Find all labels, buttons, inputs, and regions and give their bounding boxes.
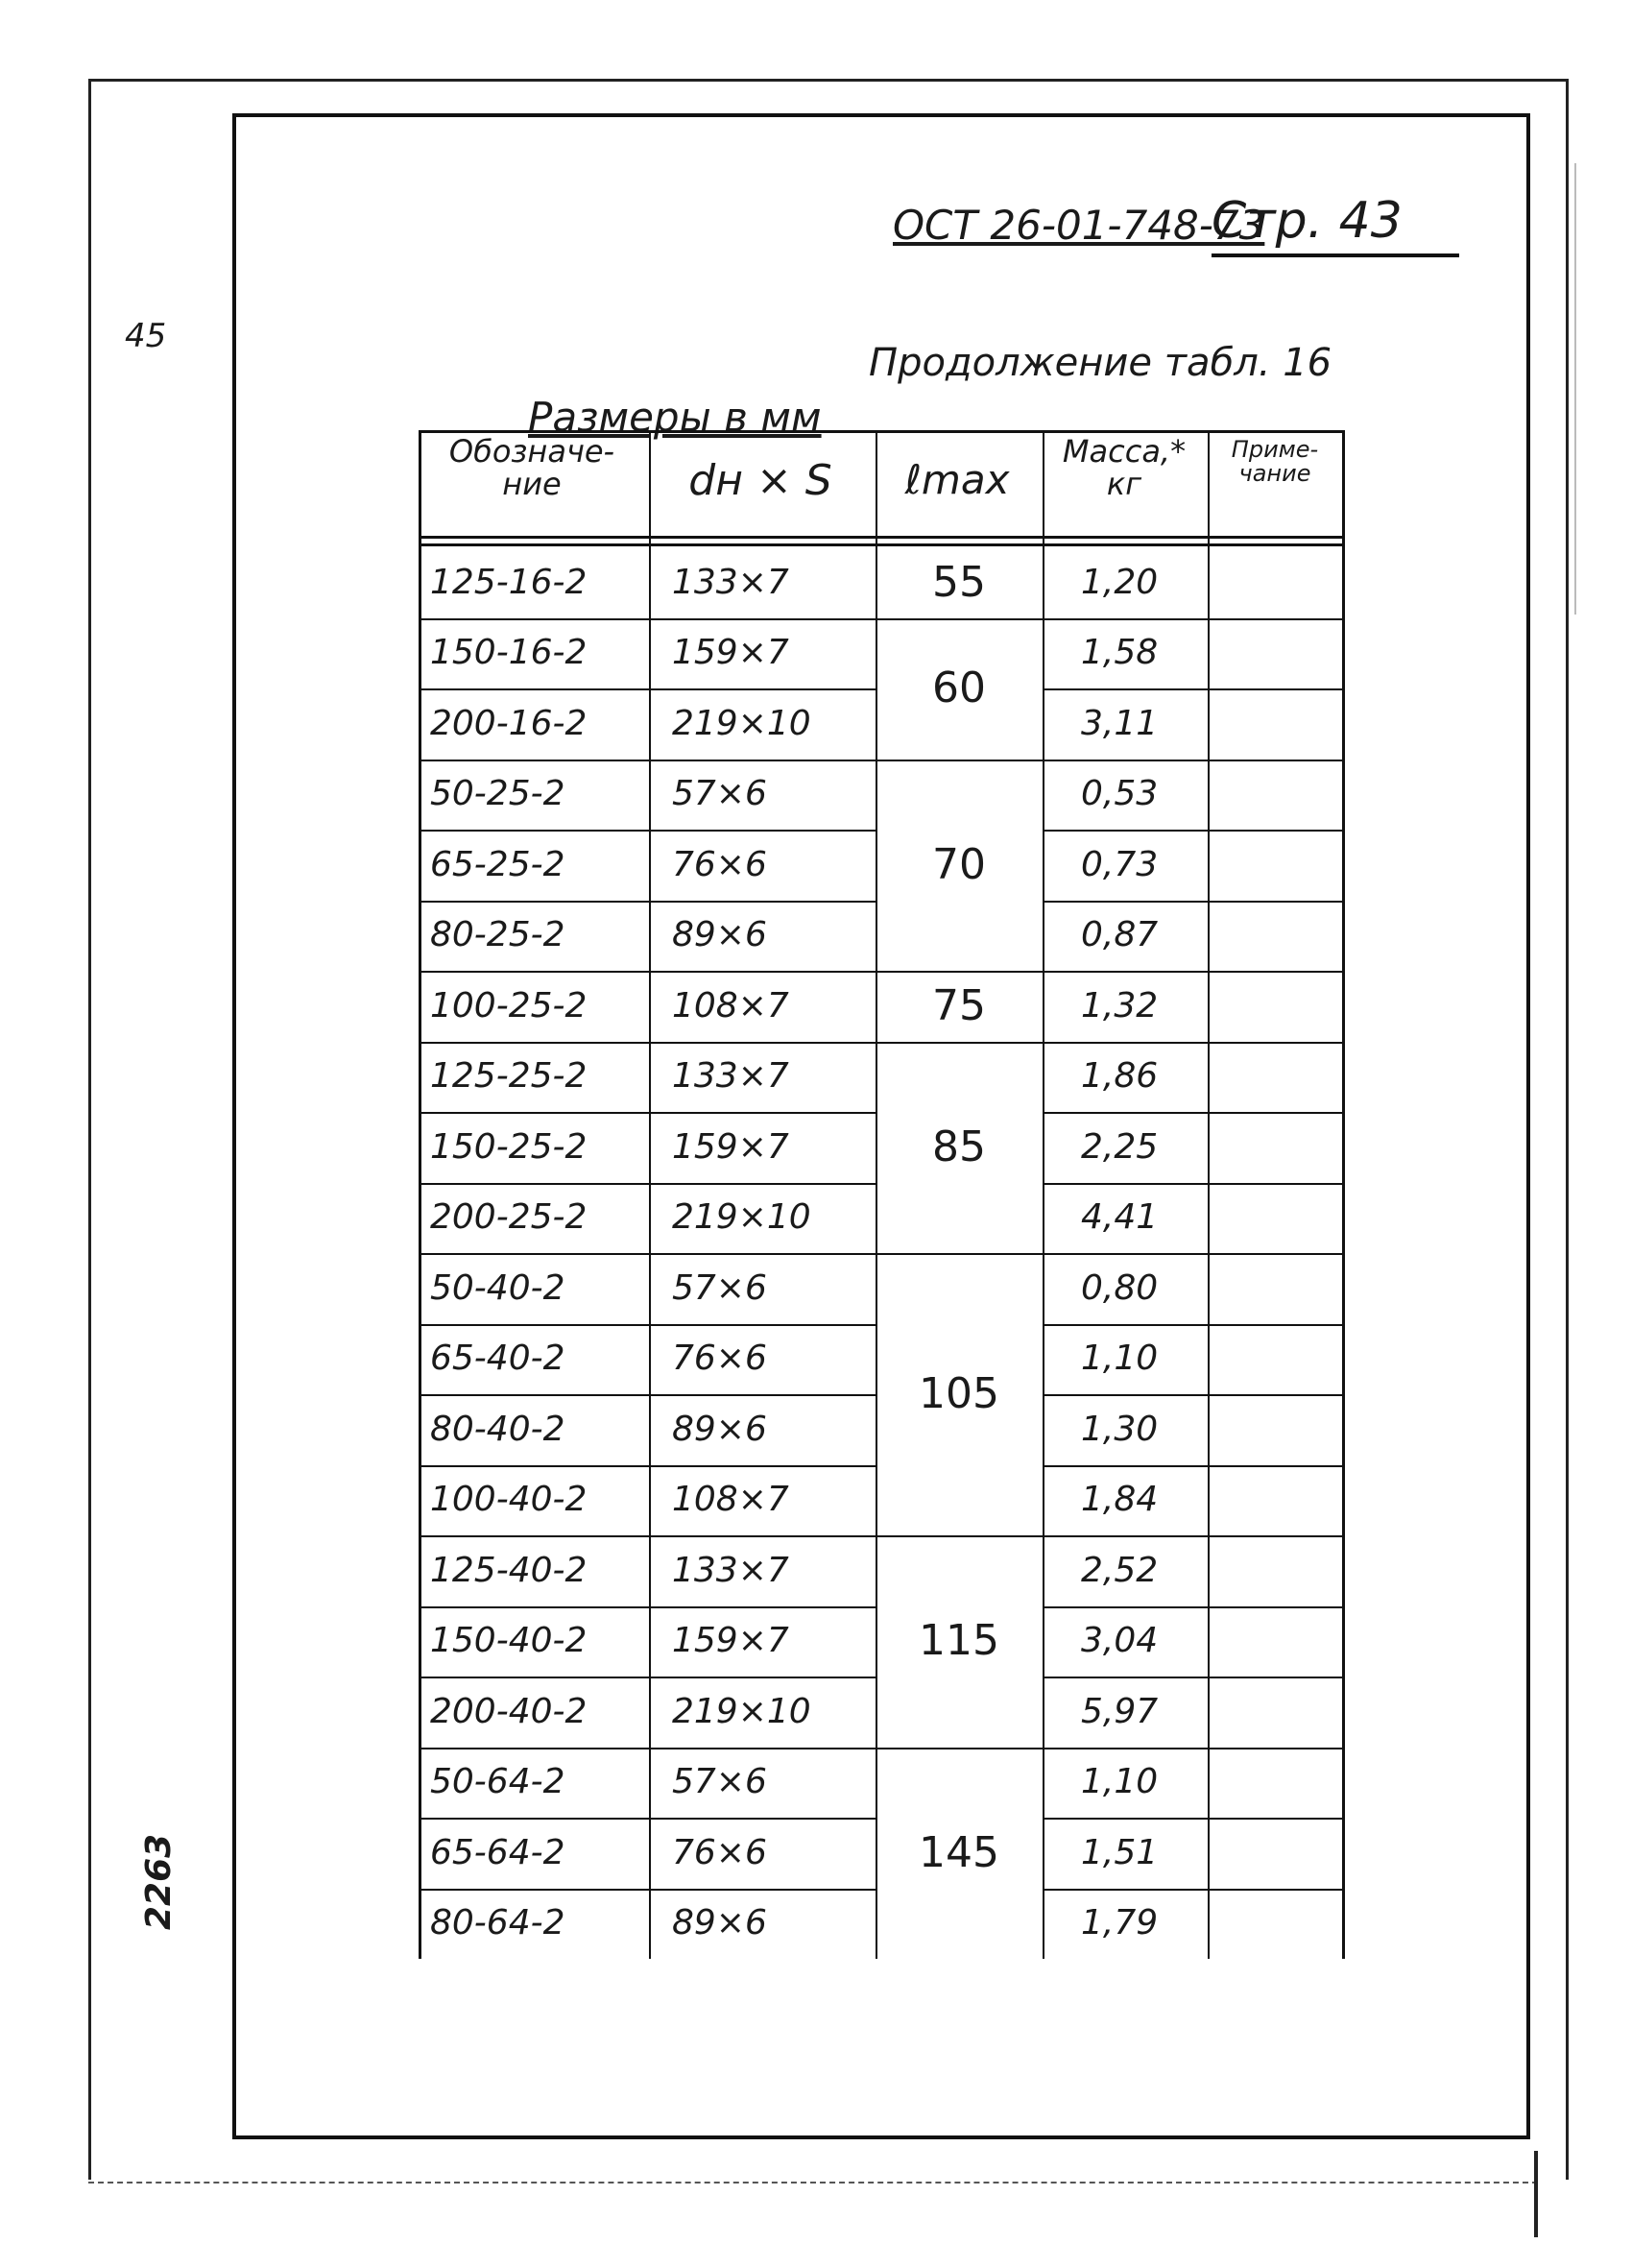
column-divider (419, 430, 421, 1959)
cell-mass: 2,52 (1081, 1550, 1159, 1590)
cell-mass: 2,25 (1081, 1126, 1159, 1167)
cell-mass: 1,10 (1081, 1762, 1159, 1802)
cell-designation: 125-25-2 (430, 1056, 588, 1097)
cell-designation: 150-25-2 (430, 1126, 588, 1167)
cell-designation: 200-25-2 (430, 1197, 588, 1238)
margin-archive-number: 2263 (139, 1833, 179, 1930)
scan-edge-mark (1574, 163, 1576, 615)
cell-dn-s: 57×6 (672, 774, 767, 814)
cell-lmax: 75 (932, 980, 986, 1030)
cell-designation: 65-25-2 (430, 844, 565, 884)
cell-designation: 150-16-2 (430, 633, 588, 673)
cell-mass: 1,84 (1081, 1480, 1159, 1520)
corner-mark (1534, 2151, 1538, 2237)
cell-designation: 50-64-2 (430, 1762, 565, 1802)
cell-mass: 1,86 (1081, 1056, 1159, 1097)
cell-lmax: 85 (932, 1122, 986, 1171)
cell-lmax: 55 (932, 557, 986, 607)
cell-mass: 1,10 (1081, 1339, 1159, 1379)
cell-designation: 125-40-2 (430, 1550, 588, 1590)
header-dn-s: dн × S (688, 456, 832, 505)
cell-dn-s: 89×6 (672, 915, 767, 955)
cell-mass: 1,58 (1081, 633, 1159, 673)
cell-mass: 4,41 (1081, 1197, 1159, 1238)
cell-dn-s: 159×7 (672, 633, 789, 673)
cell-mass: 0,80 (1081, 1267, 1159, 1308)
cell-mass: 1,30 (1081, 1409, 1159, 1449)
cell-designation: 80-25-2 (430, 915, 565, 955)
bottom-edge-rule (88, 2182, 1538, 2184)
page-number-label: Стр. 43 (1212, 192, 1459, 257)
column-divider (1208, 430, 1210, 1959)
cell-dn-s: 133×7 (672, 1056, 789, 1097)
header-designation: Обозначе- ние (448, 433, 615, 502)
header-rule (419, 536, 1342, 539)
cell-designation: 80-64-2 (430, 1903, 565, 1943)
cell-dn-s: 219×10 (672, 1691, 811, 1731)
cell-lmax: 115 (919, 1616, 999, 1666)
cell-mass: 0,73 (1081, 844, 1159, 884)
cell-mass: 1,79 (1081, 1903, 1159, 1943)
table-continuation-caption: Продолжение табл. 16 (869, 341, 1332, 385)
column-divider (649, 430, 651, 1959)
cell-dn-s: 76×6 (672, 844, 767, 884)
cell-mass: 5,97 (1081, 1691, 1159, 1731)
cell-dn-s: 219×10 (672, 703, 811, 743)
cell-mass: 1,32 (1081, 985, 1159, 1025)
cell-designation: 65-40-2 (430, 1339, 565, 1379)
cell-designation: 50-25-2 (430, 774, 565, 814)
cell-dn-s: 76×6 (672, 1832, 767, 1872)
cell-designation: 200-40-2 (430, 1691, 588, 1731)
cell-mass: 0,53 (1081, 774, 1159, 814)
cell-dn-s: 89×6 (672, 1903, 767, 1943)
dimensions-table (419, 430, 1342, 1959)
cell-dn-s: 57×6 (672, 1762, 767, 1802)
cell-designation: 125-16-2 (430, 562, 588, 602)
cell-designation: 100-25-2 (430, 985, 588, 1025)
cell-lmax: 70 (932, 839, 986, 889)
margin-sheet-number: 45 (125, 317, 167, 355)
cell-dn-s: 133×7 (672, 562, 789, 602)
cell-designation: 100-40-2 (430, 1480, 588, 1520)
header-lmax: ℓmax (904, 456, 1010, 503)
cell-mass: 3,04 (1081, 1621, 1159, 1661)
cell-designation: 150-40-2 (430, 1621, 588, 1661)
cell-lmax: 105 (919, 1369, 999, 1418)
document-code: ОСТ 26-01-748-73 (893, 202, 1265, 249)
cell-dn-s: 108×7 (672, 1480, 789, 1520)
cell-dn-s: 57×6 (672, 1267, 767, 1308)
cell-dn-s: 133×7 (672, 1550, 789, 1590)
cell-lmax: 145 (919, 1827, 999, 1877)
table-top-border (419, 430, 1342, 433)
cell-designation: 50-40-2 (430, 1267, 565, 1308)
cell-mass: 3,11 (1081, 703, 1159, 743)
cell-lmax: 60 (932, 664, 986, 712)
cell-dn-s: 159×7 (672, 1126, 789, 1167)
cell-mass: 1,20 (1081, 562, 1159, 602)
header-note: Приме- чание (1231, 436, 1319, 488)
cell-mass: 1,51 (1081, 1832, 1159, 1872)
column-divider (1342, 430, 1345, 1959)
cell-dn-s: 89×6 (672, 1409, 767, 1449)
cell-designation: 65-64-2 (430, 1832, 565, 1872)
cell-mass: 0,87 (1081, 915, 1159, 955)
header-mass: Масса,* кг (1062, 433, 1187, 502)
cell-dn-s: 108×7 (672, 985, 789, 1025)
column-divider (1043, 430, 1044, 1959)
cell-dn-s: 159×7 (672, 1621, 789, 1661)
cell-dn-s: 219×10 (672, 1197, 811, 1238)
cell-designation: 200-16-2 (430, 703, 588, 743)
cell-designation: 80-40-2 (430, 1409, 565, 1449)
header-rule-second (419, 543, 1342, 546)
dimensions-caption: Размеры в мм (528, 394, 822, 441)
cell-dn-s: 76×6 (672, 1339, 767, 1379)
